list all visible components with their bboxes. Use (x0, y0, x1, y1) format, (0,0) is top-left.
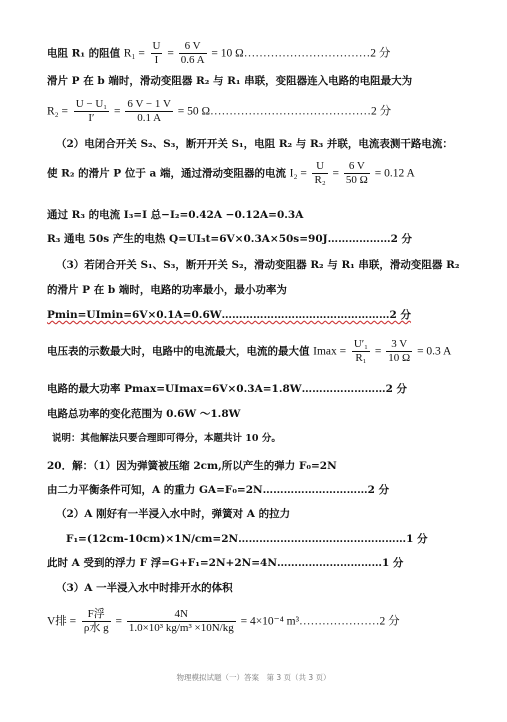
math: V排 = (47, 615, 77, 628)
math: = (164, 47, 177, 60)
line-r1-value (47, 40, 390, 67)
line-current-i3: 通过 R₃ 的电流 I₃=I 总−I₂=0.42A −0.12A=0.3A (47, 209, 304, 221)
text: Pmin=UImin=6V×0.1A=0.6W…………………………………………2 分 (47, 309, 412, 321)
numerator: 4N (127, 608, 236, 622)
fraction (82, 608, 111, 635)
denominator: I (154, 54, 159, 66)
math: = (329, 167, 342, 180)
denominator: R₁ (355, 352, 367, 364)
fraction (386, 338, 412, 365)
line-volume (47, 608, 400, 635)
numerator: 6 V (344, 160, 370, 174)
line-r2-value (47, 98, 391, 125)
numerator: 6 V (179, 40, 207, 54)
math: = 50 Ω……………………………………2 分 (174, 105, 392, 118)
numerator: U′₁ (353, 338, 368, 350)
math: = 0.12 A (371, 167, 415, 180)
text: 使 R₂ 的滑片 P 位于 a 端，通过滑动变阻器的电流 (47, 167, 290, 180)
line-slider-b: 滑片 P 在 b 端时，滑动变阻器 R₂ 与 R₁ 串联，变阻器连入电路的电阻最大为 (47, 75, 413, 87)
line-max-current (47, 338, 451, 365)
fraction (151, 40, 163, 67)
numerator: U (152, 40, 161, 52)
fraction (179, 40, 207, 67)
line-q20-2: （2）A 刚好有一半浸入水中时，弹簧对 A 的拉力 (56, 508, 291, 520)
denominator: 0.1 A (137, 112, 162, 124)
line-note: 说明：其他解法只要合理即可得分，本题共计 10 分。 (52, 433, 281, 444)
fraction (344, 160, 370, 187)
line-gravity: 由二力平衡条件可知，A 的重力 GA=F₀=2N…………………………2 分 (47, 484, 390, 496)
math: = 0.3 A (414, 345, 452, 358)
fraction (74, 98, 109, 125)
denominator: 10 Ω (388, 352, 411, 364)
numerator: U − U₁ (75, 98, 108, 110)
denominator: 50 Ω (345, 174, 368, 186)
denominator: I′ (88, 112, 95, 124)
line-q20-3: （3）A 一半浸入水中时排开水的体积 (56, 582, 233, 594)
math: = 4×10⁻⁴ m³…………………2 分 (237, 615, 400, 628)
page-footer: 物理模拟试题（一）答案 第 3 页（共 3 页） (176, 673, 331, 682)
text: 电压表的示数最大时，电路中的电流最大，电流的最大值 (47, 345, 314, 358)
math: = (111, 105, 124, 118)
line-part2: （2）电闭合开关 S₂、S₃，断开开关 S₁，电阻 R₂ 与 R₃ 并联，电流表测干路电流： (56, 138, 453, 150)
line-max-power: 电路的最大功率 Pmax=UImax=6V×0.3A=1.8W……………………2 分 (47, 383, 408, 395)
math: R₁ = (123, 47, 145, 60)
line-min-power (47, 308, 411, 322)
line-q20-1: 20．解：（1）因为弹簧被压缩 2cm,所以产生的弹力 F₀=2N (47, 460, 337, 472)
fraction (125, 98, 173, 125)
line-min-power-cond: 的滑片 P 在 b 端时，电路的功率最小，最小功率为 (47, 284, 287, 296)
math: = (112, 615, 125, 628)
denominator: R₂ (314, 174, 326, 186)
fraction (127, 608, 236, 635)
line-power-range: 电路总功率的变化范围为 0.6W ～1.8W (47, 408, 241, 420)
numerator: F浮 (82, 608, 111, 622)
fraction (352, 338, 370, 365)
text: 电阻 R₁ 的阻值 (47, 47, 124, 60)
line-heat: R₃ 通电 50s 产生的电热 Q=UI₃t=6V×0.3A×50s=90J………………2 分 (47, 233, 413, 245)
math: Imax = (313, 345, 347, 358)
fraction (312, 160, 327, 187)
math: R₂ = (47, 105, 69, 118)
numerator: 3 V (386, 338, 412, 352)
numerator: 6 V − 1 V (127, 98, 171, 110)
math: = 10 Ω……………………………2 分 (208, 47, 391, 60)
numerator: U (312, 160, 327, 174)
line-force-f1: F₁=(12cm-10cm)×1N/cm=2N…………………………………………1 分 (66, 533, 428, 545)
line-part3: （3）若闭合开关 S₁、S₃，断开开关 S₂，滑动变阻器 R₂ 与 R₁ 串联，滑动变阻器 R₂ (56, 259, 460, 271)
line-buoyancy: 此时 A 受到的浮力 F 浮=G+F₁=2N+2N=4N…………………………1 分 (47, 557, 404, 569)
denominator: 0.6 A (180, 54, 205, 66)
math: I₂ = (289, 167, 307, 180)
line-current-i2 (47, 160, 415, 187)
denominator: 1.0×10³ kg/m³ ×10N/kg (128, 622, 234, 634)
math: = (372, 345, 385, 358)
denominator: ρ水 g (83, 622, 109, 634)
